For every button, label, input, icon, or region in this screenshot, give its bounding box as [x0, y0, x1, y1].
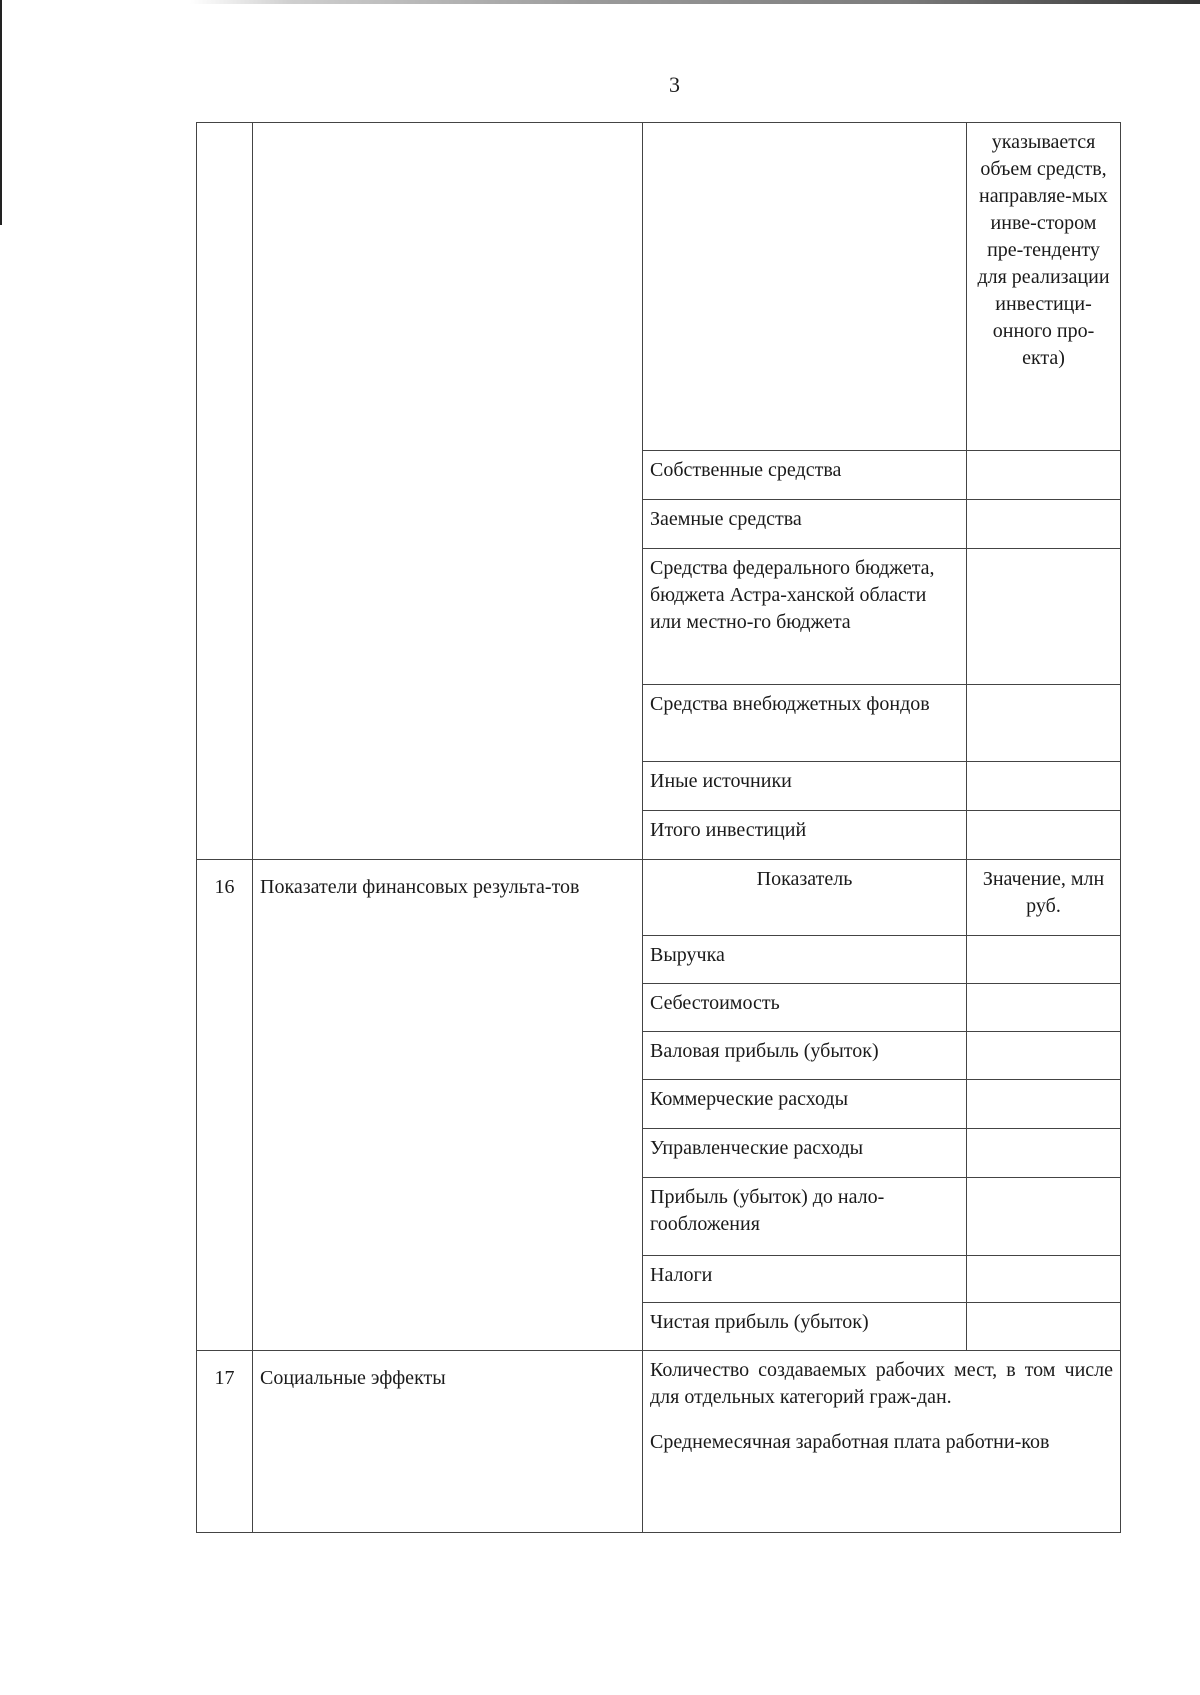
- table-row: [197, 123, 1121, 451]
- profit-before-tax-label: Прибыль (убыток) до нало-гообложения: [643, 1178, 967, 1256]
- revenue-value: [967, 936, 1121, 984]
- net-profit-value: [967, 1303, 1121, 1351]
- scan-edge-top: [190, 0, 1200, 4]
- section-17-title: Социальные эффекты: [253, 1351, 643, 1533]
- section-17-number: 17: [197, 1351, 253, 1533]
- investment-table: [196, 122, 1121, 1533]
- commercial-expenses-value: [967, 1080, 1121, 1129]
- management-expenses-label: Управленческие расходы: [643, 1129, 967, 1178]
- number-cell-empty: [197, 123, 253, 860]
- own-funds-value: [967, 451, 1121, 500]
- cost-label: Себестоимость: [643, 984, 967, 1032]
- management-expenses-value: [967, 1129, 1121, 1178]
- gross-profit-label: Валовая прибыль (убыток): [643, 1032, 967, 1080]
- budget-funds-value: [967, 549, 1121, 685]
- extrabudgetary-funds-value: [967, 685, 1121, 762]
- section-16-number: 16: [197, 860, 253, 1351]
- social-effects-text: [643, 1351, 1121, 1533]
- total-investment-label: Итого инвестиций: [643, 811, 967, 860]
- commercial-expenses-label: Коммерческие расходы: [643, 1080, 967, 1129]
- net-profit-label: Чистая прибыль (убыток): [643, 1303, 967, 1351]
- gross-profit-value: [967, 1032, 1121, 1080]
- taxes-value: [967, 1256, 1121, 1303]
- title-cell-empty: [253, 123, 643, 860]
- funding-note: указывается объем средств, направляе-мых инве-стором пре-тенденту для реализации инвестици-онного про-екта): [967, 123, 1121, 451]
- own-funds-label: Собственные средства: [643, 451, 967, 500]
- borrowed-funds-label: Заемные средства: [643, 500, 967, 549]
- value-header: Значение, млн руб.: [967, 860, 1121, 936]
- jobs-text: Количество создаваемых рабочих мест, в том числе для отдельных категорий граж-дан.: [650, 1359, 1113, 1408]
- table-row: [197, 1351, 1121, 1533]
- revenue-label: Выручка: [643, 936, 967, 984]
- salary-text: Среднемесячная заработная плата работни-ков: [650, 1431, 1050, 1453]
- table-row: [197, 860, 1121, 936]
- other-sources-label: Иные источники: [643, 762, 967, 811]
- profit-before-tax-value: [967, 1178, 1121, 1256]
- budget-funds-label: Средства федерального бюджета, бюджета Астра-ханской области или местно-го бюджета: [643, 549, 967, 685]
- indicator-cell-empty: [643, 123, 967, 451]
- cost-value: [967, 984, 1121, 1032]
- other-sources-value: [967, 762, 1121, 811]
- taxes-label: Налоги: [643, 1256, 967, 1303]
- section-16-title: Показатели финансовых результа-тов: [253, 860, 643, 1351]
- indicator-header: Показатель: [643, 860, 967, 936]
- scan-edge-left: [0, 0, 2, 225]
- borrowed-funds-value: [967, 500, 1121, 549]
- total-investment-value: [967, 811, 1121, 860]
- page-number: 3: [669, 72, 680, 97]
- extrabudgetary-funds-label: Средства внебюджетных фондов: [643, 685, 967, 762]
